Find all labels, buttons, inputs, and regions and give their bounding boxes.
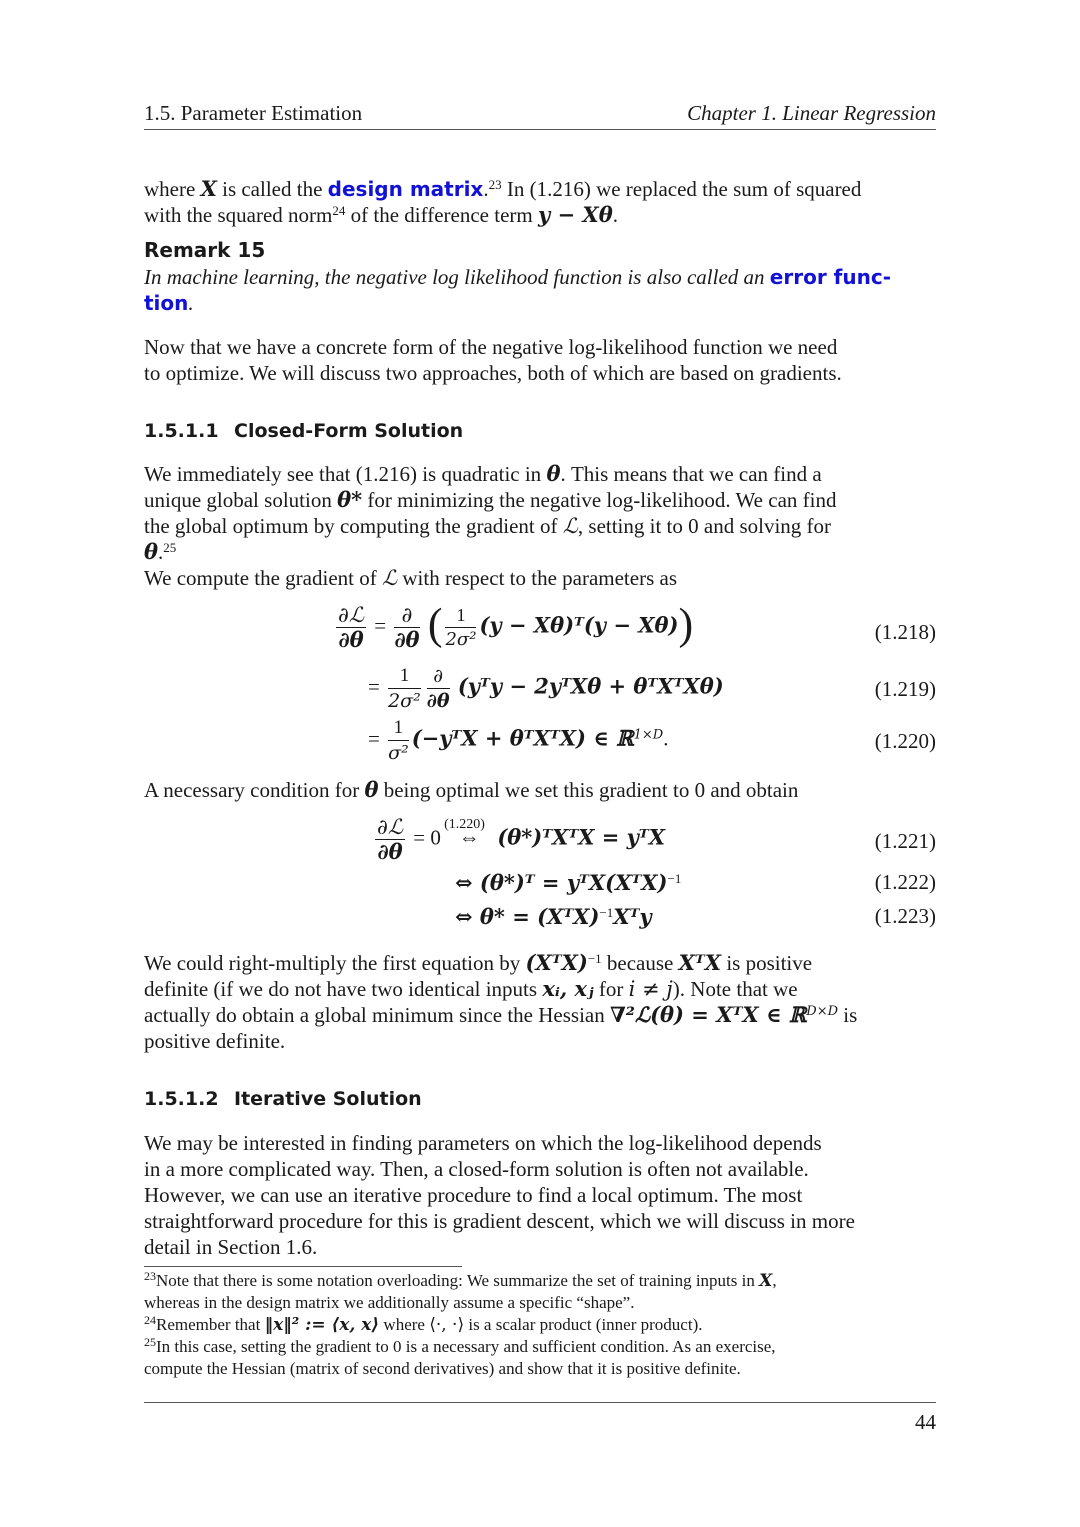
equation-body: Xᵀy xyxy=(613,904,652,929)
numerator: 1 xyxy=(445,603,476,628)
numerator: ∂ℒ xyxy=(377,815,403,839)
numerator: ∂ xyxy=(394,603,419,628)
equation-body: ⇔ θ* = (XᵀX) xyxy=(455,904,600,929)
equation-number: (1.222) xyxy=(874,870,936,894)
denominator: 2σ² xyxy=(445,629,477,650)
text: because xyxy=(601,951,679,975)
equation-body: (y − Xθ)ᵀ(y − Xθ) xyxy=(479,612,679,638)
footnote-ref-24[interactable]: 24 xyxy=(332,203,346,218)
text: for xyxy=(593,977,629,1001)
math-norm: ‖x‖² := ⟨x, x⟩ xyxy=(264,1315,380,1335)
denominator: σ² xyxy=(388,742,409,764)
text: . xyxy=(612,203,618,227)
superscript: −1 xyxy=(599,905,614,920)
math: i ≠ j xyxy=(628,977,673,1001)
equation-1-222 xyxy=(455,870,681,896)
section-heading-closed-form xyxy=(144,420,936,442)
text: is called the xyxy=(216,177,328,201)
superscript: 1×D xyxy=(633,727,664,743)
text: . This means that we can find a xyxy=(560,462,822,486)
equation-1-221 xyxy=(372,815,665,864)
text: In this case, setting the gradient to 0 is a necessary and sufficient condition. As an exercise, xyxy=(156,1337,776,1356)
text: . xyxy=(483,177,489,201)
text: ). Note that we xyxy=(672,977,798,1001)
equation-body: ⇔ (θ*)ᵀ = yᵀX(XᵀX) xyxy=(455,870,668,895)
equals: = xyxy=(374,613,387,638)
text: the global optimum by computing the gradient of xyxy=(144,514,563,538)
math-L: ℒ xyxy=(381,566,398,590)
math-theta-star: θ* xyxy=(337,487,363,512)
text: with the squared norm xyxy=(144,203,333,227)
iff-with-ref xyxy=(444,817,492,850)
text-line: straightforward procedure for this is gradient descent, which we will discuss in more xyxy=(144,1209,855,1233)
text: where xyxy=(379,1315,430,1334)
paragraph-iterative xyxy=(144,1130,936,1260)
denominator: 2σ² xyxy=(388,690,421,712)
footnote-25-cont: compute the Hessian (matrix of second derivatives) and show that it is positive definite. xyxy=(144,1359,741,1378)
text-line: However, we can use an iterative procedure to find a local optimum. The most xyxy=(144,1183,803,1207)
text: for minimizing the negative log-likelihood. We can find xyxy=(362,488,837,512)
text: . xyxy=(158,540,164,564)
superscript: −1 xyxy=(587,951,602,966)
footnotes xyxy=(144,1270,936,1380)
footnote-divider xyxy=(144,1266,462,1267)
text: , setting it to 0 and solving for xyxy=(577,514,832,538)
footnote-ref-23[interactable]: 23 xyxy=(488,177,502,192)
text: is positive xyxy=(721,951,813,975)
section-heading-iterative xyxy=(144,1088,936,1110)
equation-1-218 xyxy=(333,599,694,652)
footnote-24 xyxy=(144,1314,936,1336)
numerator: 1 xyxy=(388,716,409,741)
math: XᵀX xyxy=(678,950,722,975)
math-inner-product: ⟨·, ·⟩ xyxy=(429,1315,465,1335)
remark-title xyxy=(144,238,936,263)
text: In (1.216) we replaced the sum of squared xyxy=(501,177,862,201)
text: definite (if we do not have two identical inputs xyxy=(144,977,543,1001)
math-theta: θ xyxy=(546,461,561,486)
intro-paragraph xyxy=(144,176,936,228)
text-line: positive definite. xyxy=(144,1029,286,1053)
math-X: X xyxy=(200,176,217,201)
section-title: Closed-Form Solution xyxy=(234,420,464,442)
equation-number: (1.221) xyxy=(874,829,936,853)
text-line: detail in Section 1.6. xyxy=(144,1235,318,1259)
text: actually do obtain a global minimum since the Hessian xyxy=(144,1003,610,1027)
math-theta: θ xyxy=(144,539,159,564)
text: In machine learning, the negative log likelihood function is also called an xyxy=(144,265,770,289)
math-L: ℒ xyxy=(562,514,578,538)
section-title: Iterative Solution xyxy=(234,1088,422,1110)
fraction xyxy=(427,664,450,713)
footnote-25 xyxy=(144,1336,936,1358)
math: ∇²ℒ(θ) = XᵀX ∈ ℝ xyxy=(609,1002,807,1027)
left-paren: ( xyxy=(427,599,443,649)
equals: = xyxy=(368,726,380,751)
text-line: Now that we have a concrete form of the negative log-likelihood function we need xyxy=(144,335,838,359)
equation-1-223 xyxy=(455,904,652,930)
fraction xyxy=(336,603,366,652)
math-X: X xyxy=(759,1271,773,1291)
text: being optimal we set this gradient to 0 and obtain xyxy=(378,778,799,802)
text: . xyxy=(663,726,669,751)
running-head xyxy=(144,101,936,130)
math: (XᵀX) xyxy=(525,950,588,975)
fraction xyxy=(388,716,409,765)
text: where xyxy=(144,177,201,201)
text: A necessary condition for xyxy=(144,778,365,802)
remark-body xyxy=(144,264,936,316)
error-function-link[interactable]: error func- xyxy=(769,265,891,289)
error-function-link-cont[interactable]: tion xyxy=(144,291,189,315)
paragraph-approaches xyxy=(144,334,936,386)
numerator: 1 xyxy=(388,664,421,689)
math-residual: y − Xθ xyxy=(537,202,613,227)
remark-title-text: Remark 15 xyxy=(144,238,266,262)
text: Remember that xyxy=(156,1315,265,1334)
superscript: D×D xyxy=(806,1004,839,1019)
denominator: ∂θ xyxy=(377,839,403,864)
paragraph-closed-form xyxy=(144,461,936,591)
equation-1-220 xyxy=(368,716,668,765)
footnote-ref-25[interactable]: 25 xyxy=(163,540,177,555)
running-head-section: 1.5. Parameter Estimation xyxy=(144,101,363,125)
design-matrix-link[interactable]: design matrix xyxy=(327,177,484,201)
text: We compute the gradient of xyxy=(144,566,382,590)
equation-reference: (1.220) xyxy=(444,817,485,833)
text: We could right-multiply the first equation by xyxy=(144,951,526,975)
math-theta: θ xyxy=(364,777,379,802)
fraction xyxy=(375,815,405,864)
paragraph-right-multiply xyxy=(144,950,936,1054)
fraction xyxy=(445,603,476,652)
text: unique global solution xyxy=(144,488,338,512)
text: of the difference term xyxy=(345,203,538,227)
text-line: to optimize. We will discuss two approaches, both of which are based on gradients. xyxy=(144,361,842,385)
bottom-divider xyxy=(144,1402,936,1403)
section-number: 1.5.1.2 xyxy=(144,1088,219,1110)
footnote-23 xyxy=(144,1270,936,1292)
text-line: in a more complicated way. Then, a closed-form solution is often not available. xyxy=(144,1157,809,1181)
denominator: ∂θ xyxy=(338,627,364,652)
text: is a scalar product (inner product). xyxy=(464,1315,703,1334)
equation-number: (1.219) xyxy=(874,677,936,701)
paragraph-necessary-condition xyxy=(144,777,936,803)
iff-symbol: ⇔ xyxy=(458,825,480,850)
fraction xyxy=(394,603,419,652)
footnote-23-cont: whereas in the design matrix we additionally assume a specific “shape”. xyxy=(144,1293,635,1312)
denominator: ∂θ xyxy=(426,690,450,712)
equals: = xyxy=(368,674,380,699)
equation-body: (θ*)ᵀXᵀX = yᵀX xyxy=(497,824,666,850)
equation-number: (1.220) xyxy=(874,729,936,753)
footnote-number: 24 xyxy=(144,1313,156,1327)
text-line: We may be interested in finding parameters on which the log-likelihood depends xyxy=(144,1131,822,1155)
numerator: ∂ℒ xyxy=(338,603,364,627)
text: is xyxy=(838,1003,858,1027)
numerator: ∂ xyxy=(427,664,450,689)
math: xᵢ, xⱼ xyxy=(542,976,594,1001)
page-number: 44 xyxy=(915,1410,936,1434)
equation-body: (−yᵀX + θᵀXᵀX) ∈ ℝ xyxy=(411,725,634,751)
section-number: 1.5.1.1 xyxy=(144,420,219,442)
equation-body: (yᵀy − 2yᵀXθ + θᵀXᵀXθ) xyxy=(457,673,724,699)
text: Note that there is some notation overloading: We summarize the set of training inputs in xyxy=(156,1271,760,1290)
equation-number: (1.223) xyxy=(874,904,936,928)
equals-zero: = 0 xyxy=(413,825,441,850)
right-paren: ) xyxy=(678,599,694,649)
text: , xyxy=(772,1271,777,1290)
superscript: −1 xyxy=(667,871,682,886)
text: with respect to the parameters as xyxy=(397,566,677,590)
footnote-number: 25 xyxy=(144,1335,156,1349)
equation-1-219 xyxy=(368,664,724,713)
fraction xyxy=(388,664,421,713)
text: . xyxy=(188,291,194,315)
text: We immediately see that (1.216) is quadratic in xyxy=(144,462,547,486)
footnote-number: 23 xyxy=(144,1269,156,1283)
denominator: ∂θ xyxy=(394,627,420,652)
running-head-chapter: Chapter 1. Linear Regression xyxy=(687,101,936,125)
equation-number: (1.218) xyxy=(874,620,936,644)
